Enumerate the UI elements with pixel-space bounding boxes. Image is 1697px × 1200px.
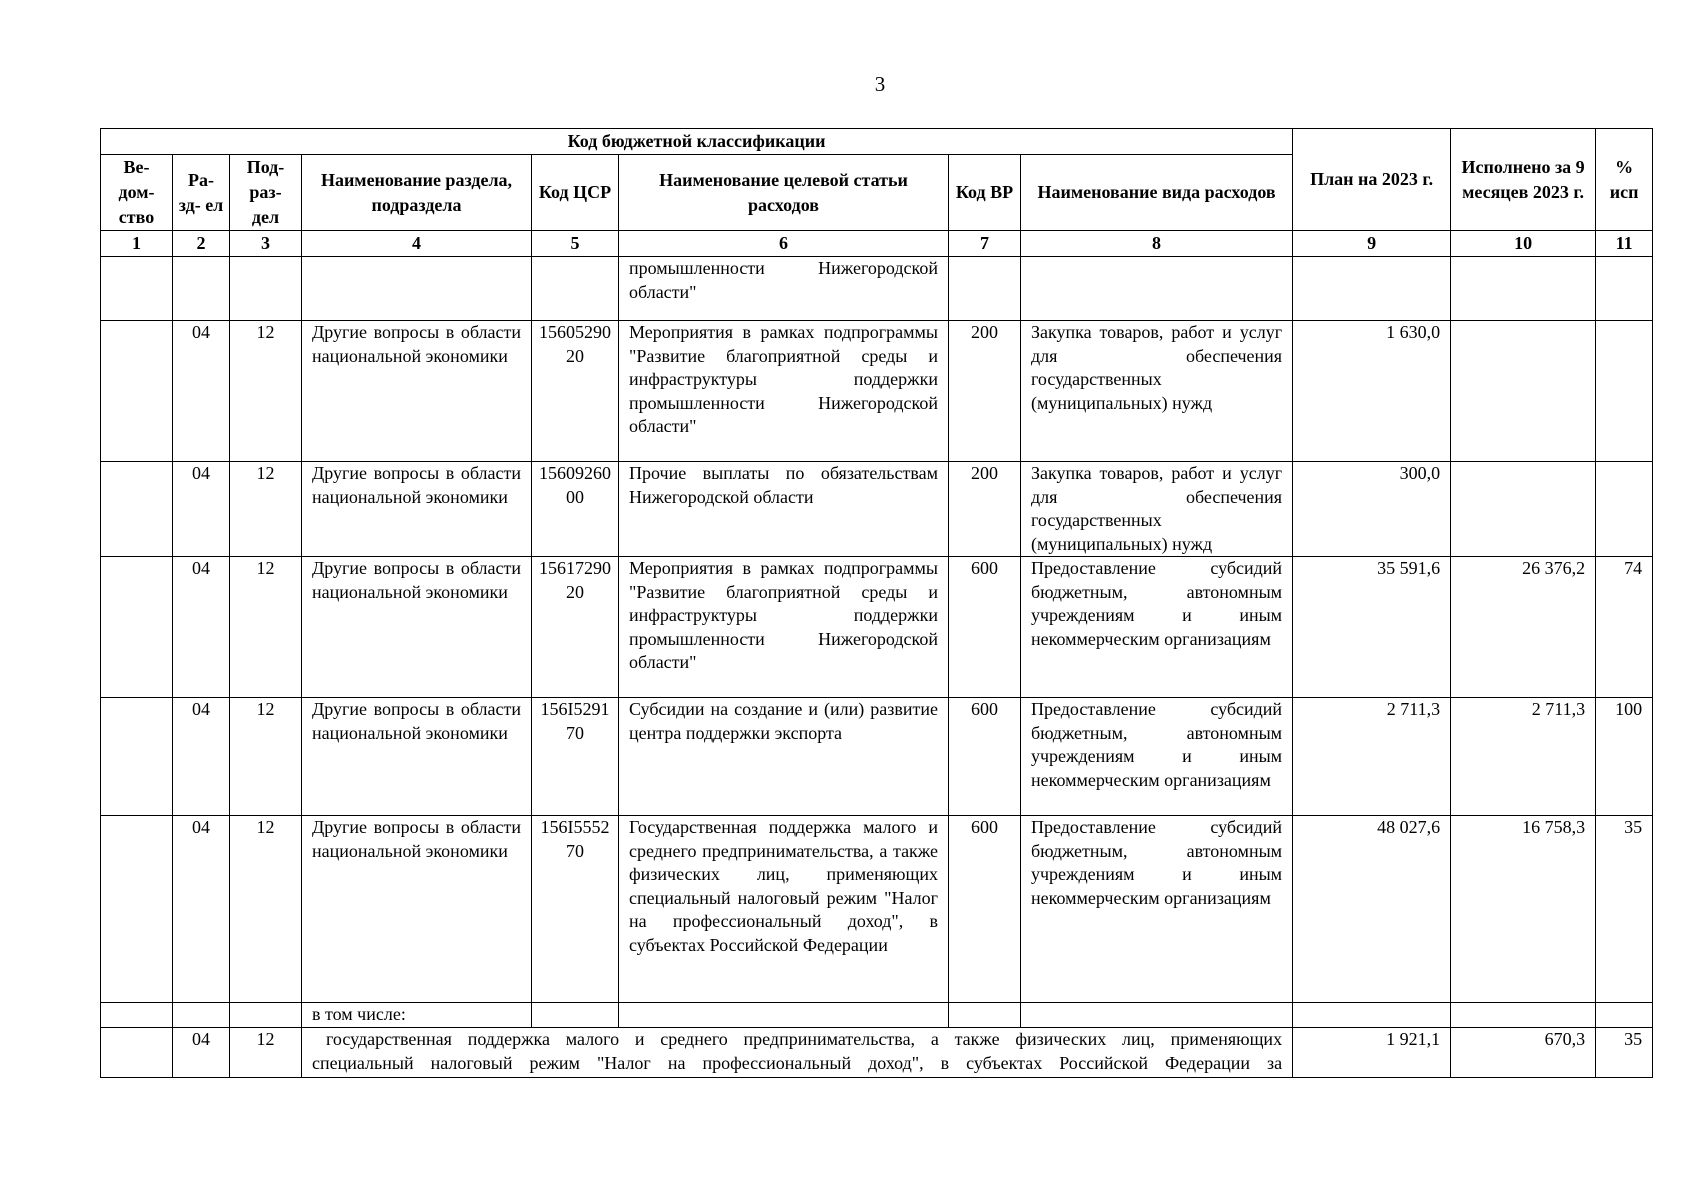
cell-razdel — [173, 257, 230, 321]
cell-percent: 100 — [1596, 698, 1653, 816]
cell-vedomstvo — [101, 321, 173, 462]
header-razdel: Ра- зд- ел — [173, 155, 230, 231]
cell-vr: 600 — [949, 557, 1021, 698]
subitem-line-1: государственная поддержка малого и среднего предпринимательства, а также физических лиц, применяющих — [326, 1029, 1283, 1049]
col-number: 5 — [532, 231, 619, 257]
cell-name-razdel: Другие вопросы в области национальной экономики — [302, 321, 532, 462]
cell-empty — [1596, 1003, 1653, 1028]
cell-percent — [1596, 257, 1653, 321]
cell-target: Субсидии на создание и (или) развитие центра поддержки экспорта — [619, 698, 949, 816]
budget-table — [100, 128, 1653, 1078]
cell-target: Мероприятия в рамках подпрограммы "Развитие благоприятной среды и инфраструктуры поддержки промышленности Нижегородской области" — [619, 557, 949, 698]
col-number: 7 — [949, 231, 1021, 257]
cell-name-razdel: Другие вопросы в области национальной экономики — [302, 557, 532, 698]
header-csr: Код ЦСР — [532, 155, 619, 231]
cell-done: 26 376,2 — [1451, 557, 1596, 698]
header-vedomstvo: Ве- дом- ство — [101, 155, 173, 231]
cell-target: Мероприятия в рамках подпрограммы "Развитие благоприятной среды и инфраструктуры поддержки промышленности Нижегородской области" — [619, 321, 949, 462]
cell-done — [1451, 462, 1596, 557]
col-number: 8 — [1021, 231, 1293, 257]
cell-podrazdel: 12 — [230, 816, 302, 1003]
cell-done: 16 758,3 — [1451, 816, 1596, 1003]
cell-razdel: 04 — [173, 816, 230, 1003]
page-number: 3 — [874, 72, 886, 96]
cell-type: Закупка товаров, работ и услуг для обеспечения государственных (муниципальных) нужд — [1021, 321, 1293, 462]
header-podrazdel: Под- раз- дел — [230, 155, 302, 231]
cell-empty — [949, 1003, 1021, 1028]
cell-razdel: 04 — [173, 557, 230, 698]
cell-target: Государственная поддержка малого и среднего предпринимательства, а также физических лиц, применяющих специальный налоговый режим "Налог на профессиональный доход", в субъектах Российской Федерации — [619, 816, 949, 1003]
cell-vr: 600 — [949, 698, 1021, 816]
header-row-group — [101, 129, 1653, 155]
cell-done — [1451, 321, 1596, 462]
header-name-type: Наименование вида расходов — [1021, 155, 1293, 231]
table-row — [101, 321, 1653, 462]
header-done: Исполнено за 9 месяцев 2023 г. — [1451, 129, 1596, 231]
cell-razdel: 04 — [173, 462, 230, 557]
cell-empty — [173, 1003, 230, 1028]
header-row-numbers — [101, 231, 1653, 257]
cell-plan: 300,0 — [1293, 462, 1451, 557]
header-name-razdel: Наименование раздела, подраздела — [302, 155, 532, 231]
including-label: в том числе: — [302, 1003, 532, 1028]
cell-target: Прочие выплаты по обязательствам Нижегородской области — [619, 462, 949, 557]
cell-target: промышленности Нижегородской области" — [619, 257, 949, 321]
col-number: 4 — [302, 231, 532, 257]
cell-percent: 35 — [1596, 816, 1653, 1003]
cell-vr: 200 — [949, 321, 1021, 462]
cell-done — [1451, 257, 1596, 321]
cell-csr — [532, 257, 619, 321]
col-number: 9 — [1293, 231, 1451, 257]
cell-plan: 2 711,3 — [1293, 698, 1451, 816]
cell-name-razdel: Другие вопросы в области национальной экономики — [302, 816, 532, 1003]
cell-empty — [230, 1003, 302, 1028]
col-number: 3 — [230, 231, 302, 257]
cell-type: Закупка товаров, работ и услуг для обеспечения государственных (муниципальных) нужд — [1021, 462, 1293, 557]
cell-podrazdel: 12 — [230, 1028, 302, 1078]
cell-vedomstvo — [101, 257, 173, 321]
cell-type: Предоставление субсидий бюджетным, автономным учреждениям и иным некоммерческим организациям — [1021, 698, 1293, 816]
cell-percent: 35 — [1596, 1028, 1653, 1078]
cell-csr: 1561729020 — [532, 557, 619, 698]
cell-type: Предоставление субсидий бюджетным, автономным учреждениям и иным некоммерческим организациям — [1021, 557, 1293, 698]
table-row — [101, 816, 1653, 1003]
cell-empty — [1451, 1003, 1596, 1028]
cell-name-razdel: Другие вопросы в области национальной экономики — [302, 698, 532, 816]
cell-done: 2 711,3 — [1451, 698, 1596, 816]
cell-vr: 200 — [949, 462, 1021, 557]
cell-empty — [1293, 1003, 1451, 1028]
cell-podrazdel: 12 — [230, 321, 302, 462]
col-number: 6 — [619, 231, 949, 257]
cell-csr: 1560926000 — [532, 462, 619, 557]
cell-plan — [1293, 257, 1451, 321]
cell-name-razdel — [302, 257, 532, 321]
subitem-line-2: специальный налоговый режим "Налог на профессиональный доход", в субъектах Российской Федерации за — [312, 1052, 1283, 1073]
cell-percent: 74 — [1596, 557, 1653, 698]
cell-vedomstvo — [101, 557, 173, 698]
cell-vr — [949, 257, 1021, 321]
cell-razdel: 04 — [173, 321, 230, 462]
cell-podrazdel: 12 — [230, 698, 302, 816]
table-row — [101, 557, 1653, 698]
col-number: 1 — [101, 231, 173, 257]
cell-razdel: 04 — [173, 1028, 230, 1078]
cell-subitem-description — [302, 1028, 1293, 1078]
cell-percent — [1596, 462, 1653, 557]
table-row-subitem — [101, 1028, 1653, 1078]
cell-done: 670,3 — [1451, 1028, 1596, 1078]
cell-vedomstvo — [101, 698, 173, 816]
table-row — [101, 462, 1653, 557]
table-row — [101, 698, 1653, 816]
header-name-target: Наименование целевой статьи расходов — [619, 155, 949, 231]
col-number: 2 — [173, 231, 230, 257]
cell-podrazdel: 12 — [230, 462, 302, 557]
cell-empty — [619, 1003, 949, 1028]
col-number: 11 — [1596, 231, 1653, 257]
header-budget-classification: Код бюджетной классификации — [101, 129, 1293, 155]
cell-plan: 1 630,0 — [1293, 321, 1451, 462]
cell-csr: 1560529020 — [532, 321, 619, 462]
cell-empty — [1021, 1003, 1293, 1028]
including-row — [101, 1003, 1653, 1028]
cell-percent — [1596, 321, 1653, 462]
cell-csr: 156I529170 — [532, 698, 619, 816]
cell-csr: 156I555270 — [532, 816, 619, 1003]
cell-podrazdel — [230, 257, 302, 321]
cell-vedomstvo — [101, 462, 173, 557]
header-plan: План на 2023 г. — [1293, 129, 1451, 231]
header-vr: Код ВР — [949, 155, 1021, 231]
cell-plan: 35 591,6 — [1293, 557, 1451, 698]
cell-razdel: 04 — [173, 698, 230, 816]
cell-type — [1021, 257, 1293, 321]
col-number: 10 — [1451, 231, 1596, 257]
cell-vedomstvo — [101, 816, 173, 1003]
cell-plan: 1 921,1 — [1293, 1028, 1451, 1078]
table-row — [101, 257, 1653, 321]
cell-vedomstvo — [101, 1028, 173, 1078]
cell-empty — [101, 1003, 173, 1028]
cell-vr: 600 — [949, 816, 1021, 1003]
cell-type: Предоставление субсидий бюджетным, автономным учреждениям и иным некоммерческим организациям — [1021, 816, 1293, 1003]
cell-name-razdel: Другие вопросы в области национальной экономики — [302, 462, 532, 557]
cell-plan: 48 027,6 — [1293, 816, 1451, 1003]
cell-empty — [532, 1003, 619, 1028]
header-percent: % исп — [1596, 129, 1653, 231]
cell-podrazdel: 12 — [230, 557, 302, 698]
